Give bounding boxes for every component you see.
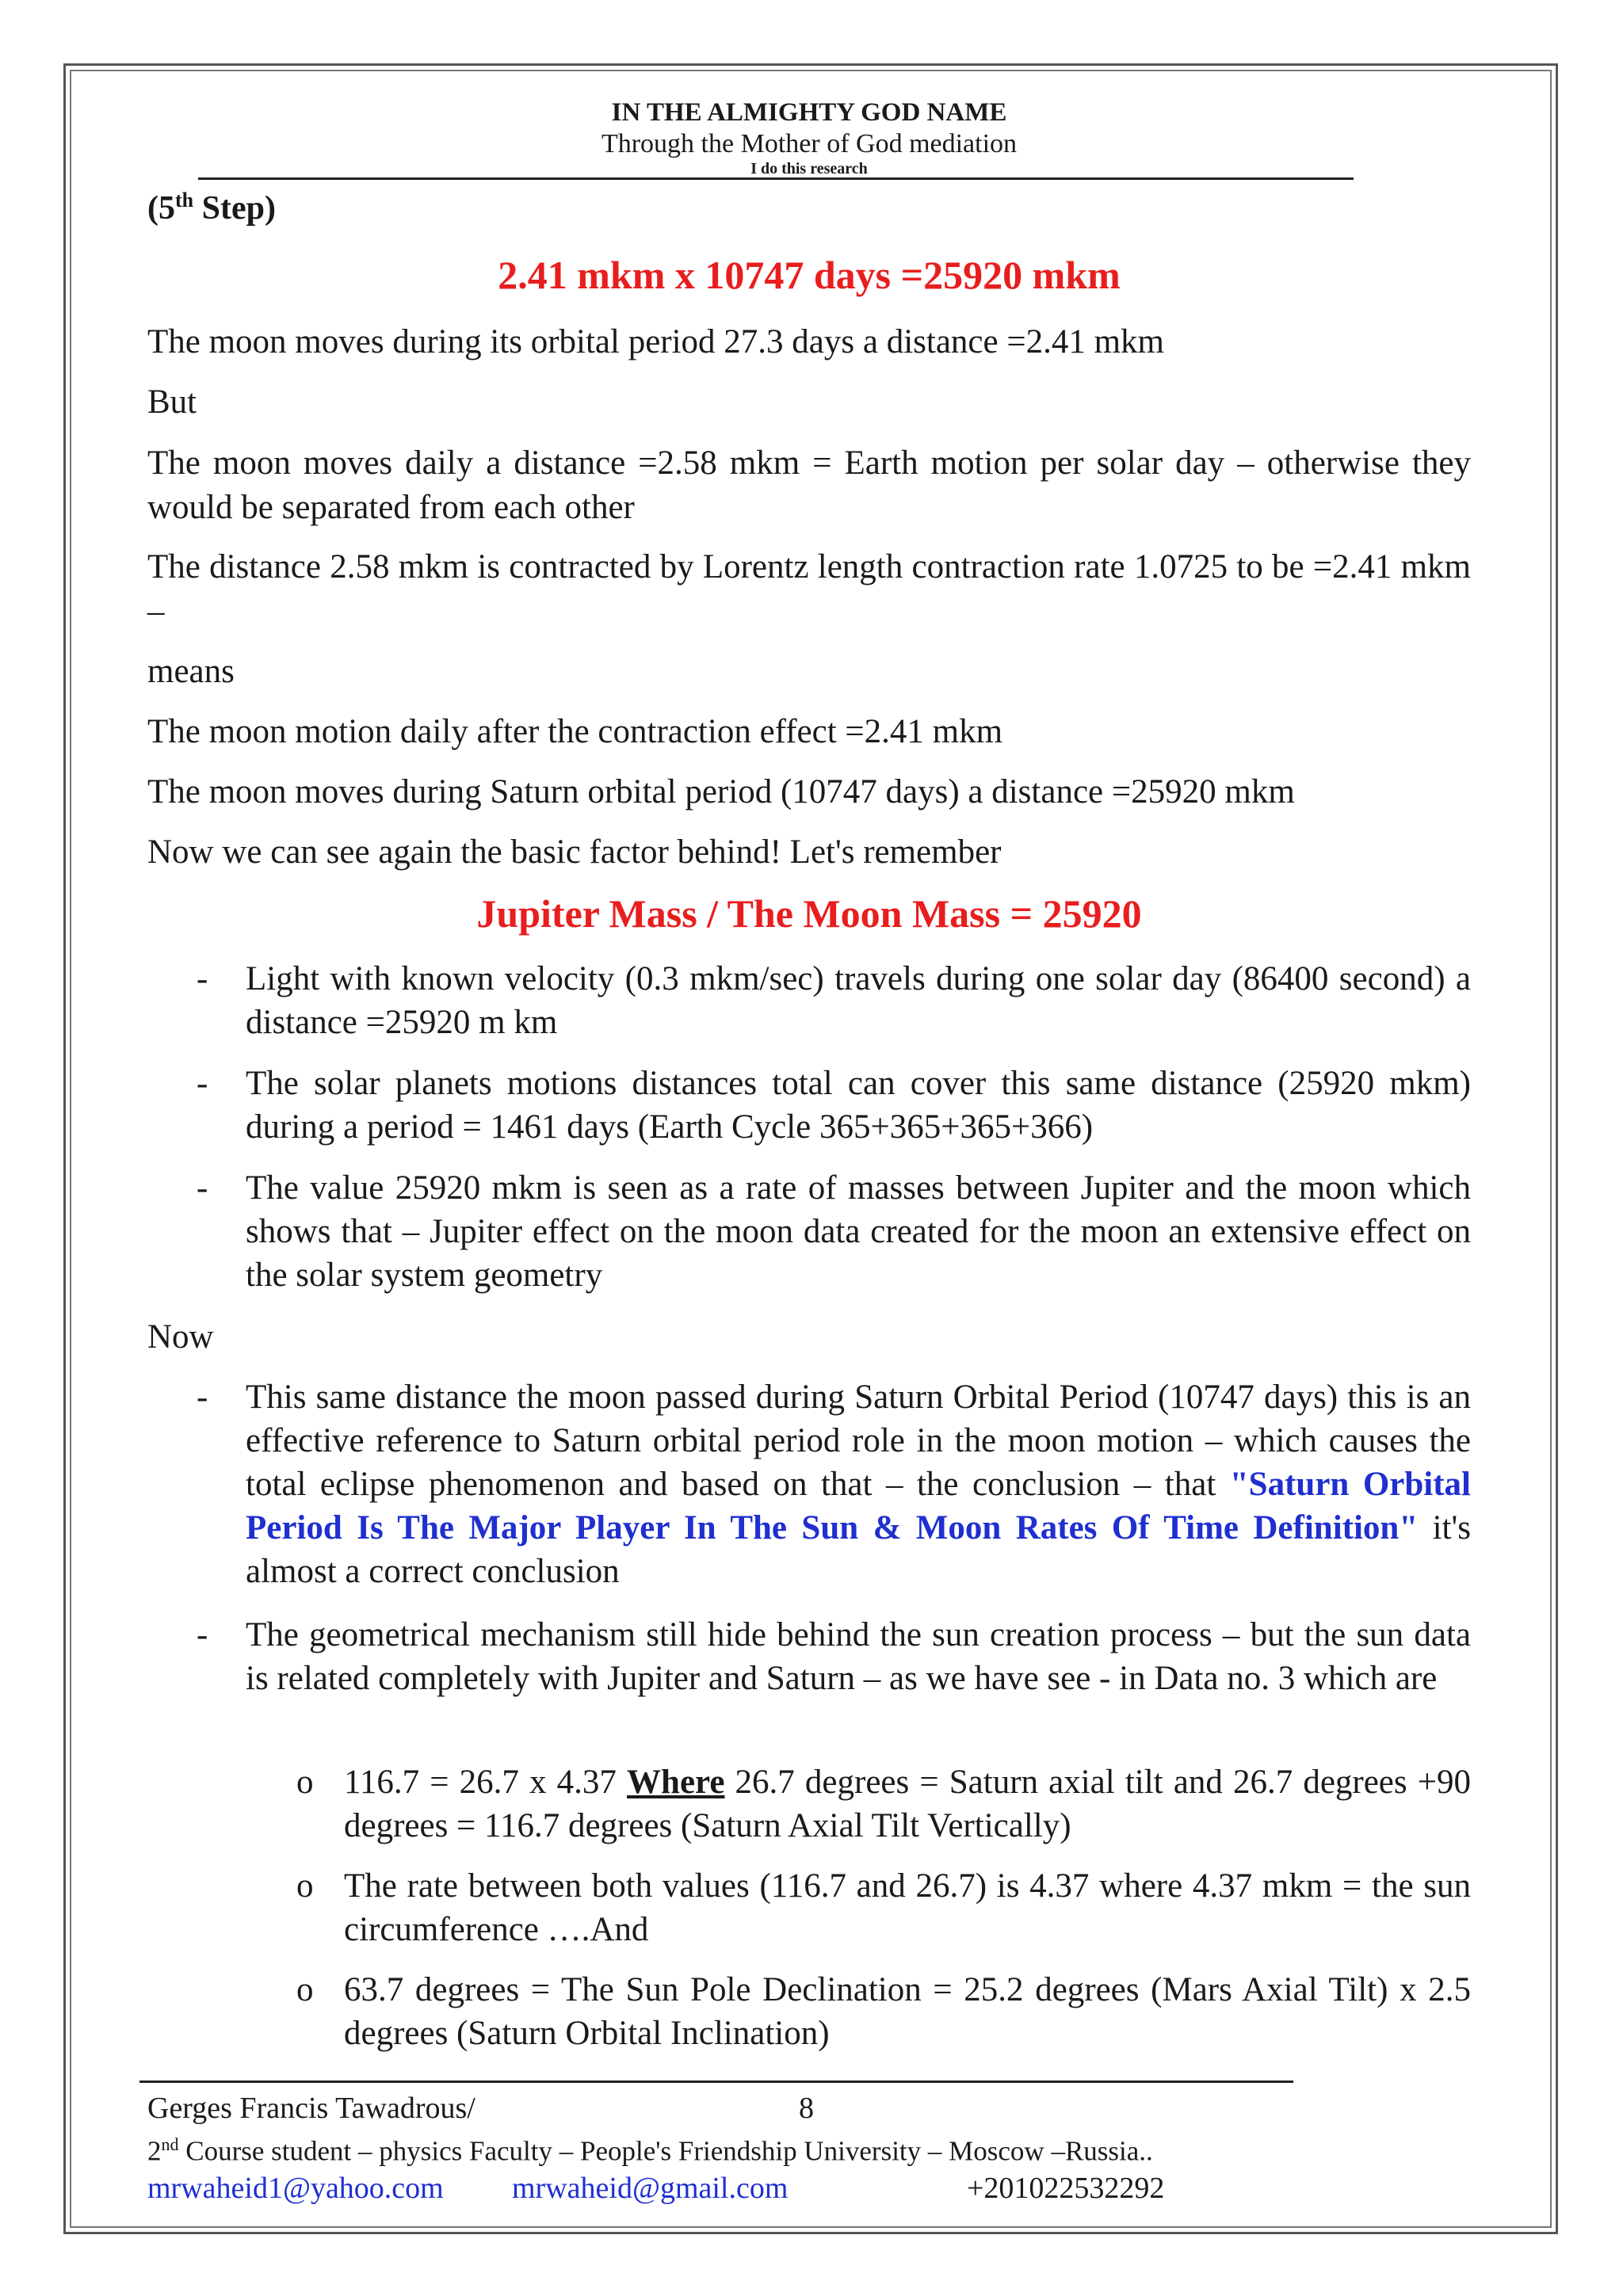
header-subtitle: Through the Mother of God mediation [601, 129, 1018, 158]
bullet-mass-rate: - The value 25920 mkm is seen as a rate of masses between Jupiter and the moon which shows that – Jupiter effect on the moon data created for the moon an extensive effect on the solar system geometry [197, 1169, 1471, 1294]
paragraph-5: means [147, 653, 235, 690]
bullet-geometry: - The geometrical mechanism still hide behind the sun creation process – but the sun data is related completely with Jupiter and Saturn – as we have see - in Data no. 3 which are [197, 1616, 1471, 1697]
bullet-planets: - The solar planets motions distances total can cover this same distance (25920 mkm) during a period = 1461 days (Earth Cycle 365+365+365+366) [197, 1065, 1471, 1146]
saturn-quote: "Saturn Orbital Period Is The Major Player In The Sun & Moon Rates Of Time Definition" [246, 1466, 1471, 1547]
phone-number: +201022532292 [967, 2171, 1165, 2205]
footer-course: 2nd Course student – physics Faculty – People's Friendship University – Moscow –Russia.. [147, 2134, 1153, 2167]
now-label: Now [147, 1318, 214, 1356]
email-link-yahoo[interactable]: mrwaheid1@yahoo.com [147, 2171, 444, 2205]
paragraph-1: The moon moves during its orbital period 27.3 days a distance =2.41 mkm [147, 323, 1164, 360]
footer-rule [139, 2081, 1293, 2083]
bullet-light: - Light with known velocity (0.3 mkm/sec) travels during one solar day (86400 second) a distance =25920 m km [197, 960, 1471, 1041]
bullet-saturn: - This same distance the moon passed during Saturn Orbital Period (10747 days) this is an effective reference to Saturn orbital period role in the moon motion – which causes the total eclipse phenomenon and based on that – the conclusion – that "Saturn Orbital Period Is The Major Player In The Sun & Moon Rates Of Time Definition" it's almost a correct conclusion [197, 1379, 1471, 1590]
header-title: IN THE ALMIGHTY GOD NAME [611, 98, 1007, 127]
headline-mass-ratio: Jupiter Mass / The Moon Mass = 25920 [476, 891, 1142, 936]
page-number: 8 [799, 2092, 814, 2125]
email-link-gmail[interactable]: mrwaheid@gmail.com [512, 2171, 789, 2205]
header-rule [198, 177, 1354, 180]
subbullet-sun-pole: o 63.7 degrees = The Sun Pole Declination = 25.2 degrees (Mars Axial Tilt) x 2.5 degrees (Saturn Orbital Inclination) [296, 1971, 1471, 2052]
paragraph-2: But [147, 383, 197, 421]
paragraph-3: The moon moves daily a distance =2.58 mkm = Earth motion per solar day – otherwise they would be separated from each other [147, 444, 1471, 526]
headline-distance: 2.41 mkm x 10747 days =25920 mkm [498, 253, 1121, 297]
paragraph-8: Now we can see again the basic factor behind! Let's remember [147, 833, 1002, 871]
header-note: I do this research [750, 160, 868, 177]
page-footer [147, 2090, 1336, 2206]
paragraph-4: The distance 2.58 mkm is contracted by Lorentz length contraction rate 1.0725 to be =2.41 mkm – [147, 548, 1471, 630]
where-label: Where [627, 1764, 725, 1801]
footer-author: Gerges Francis Tawadrous/ [147, 2092, 475, 2125]
paragraph-6: The moon motion daily after the contraction effect =2.41 mkm [147, 713, 1003, 750]
page-header [147, 97, 1471, 177]
paragraph-7: The moon moves during Saturn orbital period (10747 days) a distance =25920 mkm [147, 773, 1295, 810]
subbullet-saturn-tilt: o 116.7 = 26.7 x 4.37 Where 26.7 degrees = Saturn axial tilt and 26.7 degrees +90 degrees = 116.7 degrees (Saturn Axial Tilt Vertically) [296, 1764, 1472, 1844]
subbullet-rate: o The rate between both values (116.7 and 26.7) is 4.37 where 4.37 mkm = the sun circumference ….And [296, 1867, 1471, 1948]
step-label: (5th Step) [147, 189, 276, 227]
